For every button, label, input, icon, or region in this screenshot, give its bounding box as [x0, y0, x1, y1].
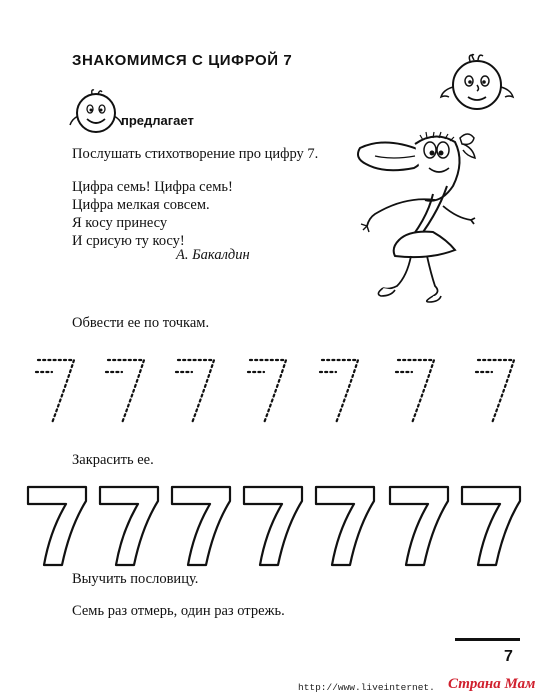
watermark-brand: Страна Мам: [448, 676, 536, 692]
outline-seven: [28, 487, 86, 565]
poem-line: И срисую ту косу!: [72, 233, 185, 249]
poem-line: Я косу принесу: [72, 215, 168, 231]
poem-author: А. Бакалдин: [176, 247, 250, 263]
page-title: ЗНАКОМИМСЯ С ЦИФРОЙ 7: [72, 52, 293, 69]
intro-text: Послушать стихотворение про цифру 7.: [72, 146, 319, 162]
outline-seven: [316, 487, 374, 565]
proverb-text: Семь раз отмерь, один раз отрежь.: [72, 603, 285, 619]
outline-seven: [244, 487, 302, 565]
poem-line: Цифра мелкая совсем.: [72, 197, 210, 213]
poem-line: Цифра семь! Цифра семь!: [72, 179, 233, 195]
watermark-url: http://www.liveinternet.: [298, 682, 435, 693]
page-number: 7: [504, 648, 513, 665]
outline-seven: [172, 487, 230, 565]
task-learn-label: Выучить пословицу.: [72, 571, 199, 587]
task-trace-label: Обвести ее по точкам.: [72, 315, 210, 331]
outline-seven: [100, 487, 158, 565]
footer-rule: [455, 638, 520, 641]
outline-seven: [390, 487, 448, 565]
outline-seven: [462, 487, 520, 565]
suggests-label: предлагает: [121, 113, 194, 128]
task-color-label: Закрасить ее.: [72, 452, 154, 468]
